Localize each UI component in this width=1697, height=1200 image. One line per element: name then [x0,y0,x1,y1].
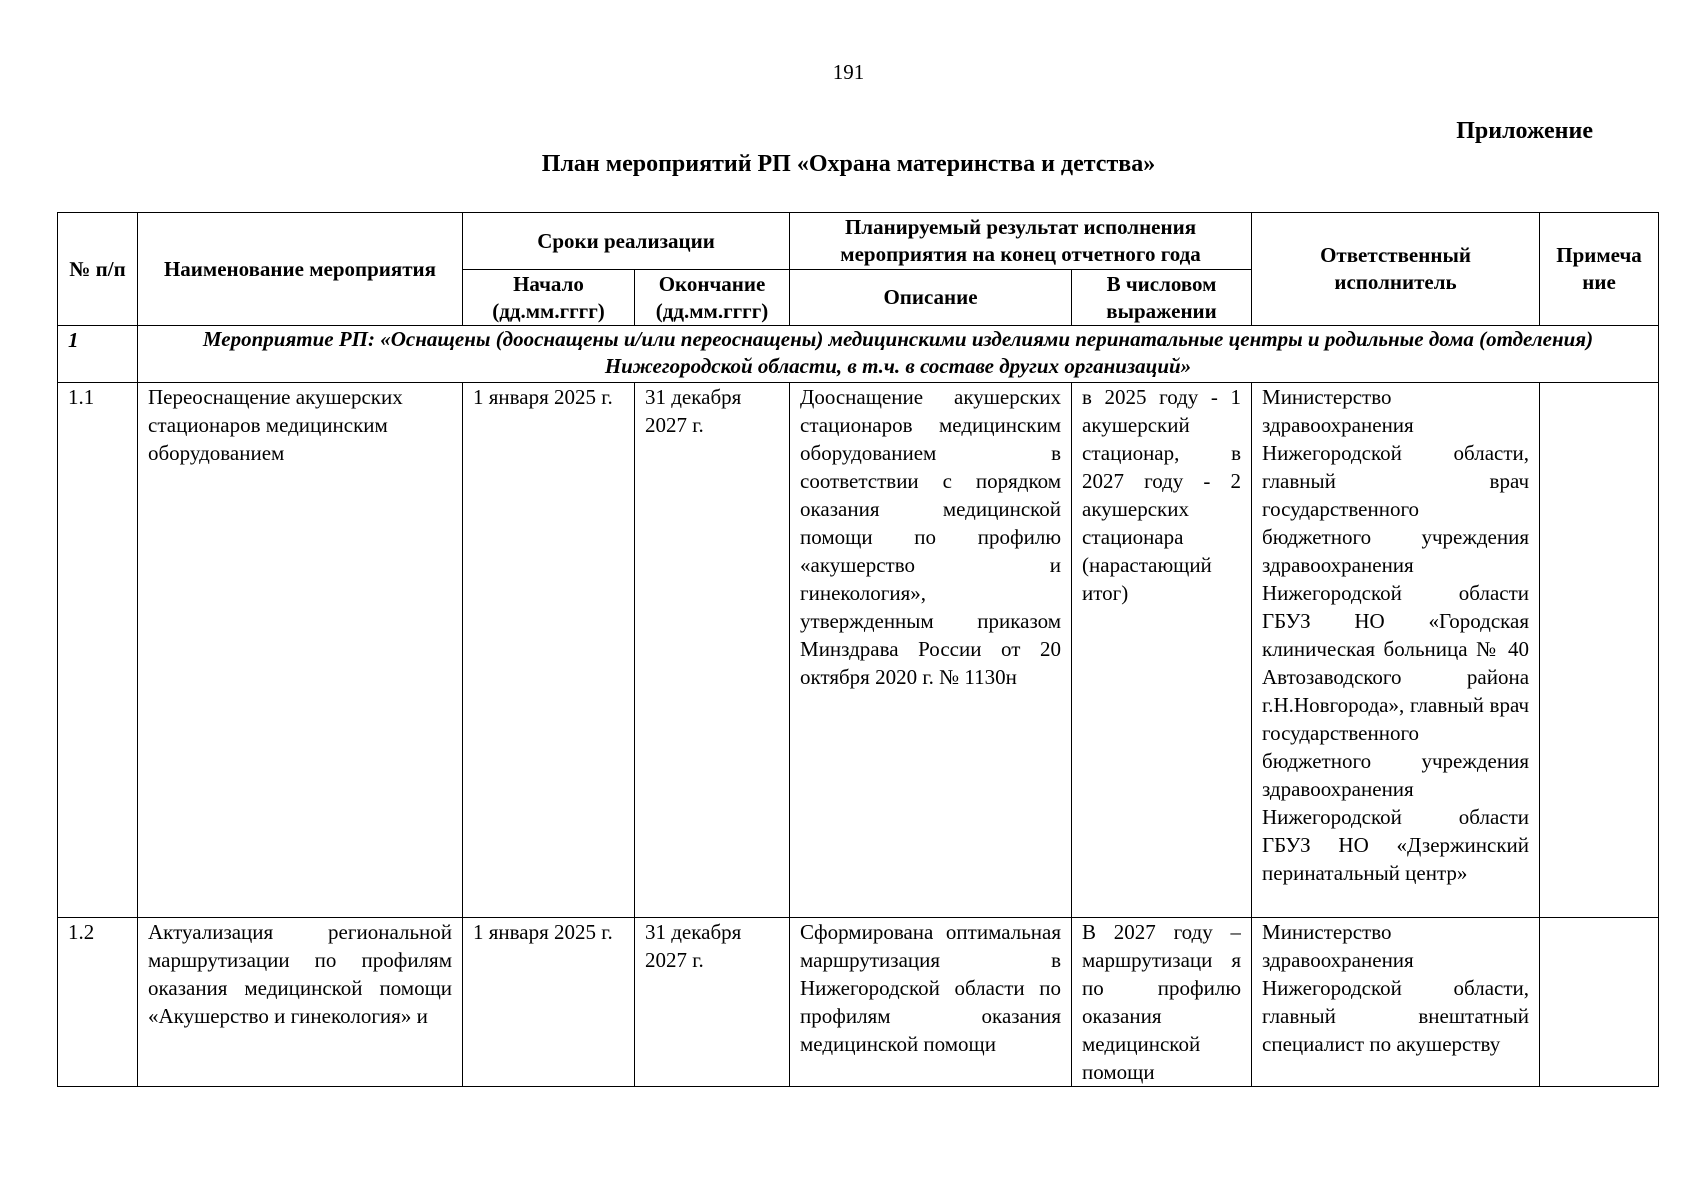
row-num: 1.1 [58,383,138,918]
table-row [58,918,1659,1087]
document-title: План мероприятий РП «Охрана материнства и детства» [541,151,1156,177]
row-note [1540,918,1659,1087]
page-number: 191 [832,60,865,84]
section-num: 1 [58,326,138,383]
row-name: Актуализация региональной маршрутизации по профилям оказания медицинской помощи «Акушерство и гинекология» и [138,918,463,1087]
row-description: Сформирована оптимальная маршрутизация в Нижегородской области по профилям оказания медицинской помощи [790,918,1072,1087]
row-note [1540,383,1659,918]
header-numeric: В числовом выражении [1072,270,1252,326]
header-row-1 [58,213,1659,270]
row-numeric: в 2025 году - 1 акушерский стационар, в 2027 году - 2 акушерских стационара (нарастающий итог) [1072,383,1252,918]
row-num: 1.2 [58,918,138,1087]
row-end: 31 декабря 2027 г. [635,918,790,1087]
section-row [58,326,1659,383]
appendix-label: Приложение [1456,118,1593,144]
header-note: Примеча ние [1540,213,1659,326]
row-start: 1 января 2025 г. [463,918,635,1087]
row-numeric: В 2027 году – маршрутизаци я по профилю оказания медицинской помощи [1072,918,1252,1087]
header-result: Планируемый результат исполнения мероприятия на конец отчетного года [790,213,1252,270]
row-responsible: Министерство здравоохранения Нижегородской области, главный врач государственного бюджетного учреждения здравоохранения Нижегородской области ГБУЗ НО «Городская клиническая больница № 40 Автозаводского района г.Н.Новгорода», главный врач государственного бюджетного учреждения здравоохранения Нижегородской области ГБУЗ НО «Дзержинский перинатальный центр» [1252,383,1540,918]
table-row [58,383,1659,918]
header-num: № п/п [58,213,138,326]
header-start: Начало (дд.мм.гггг) [463,270,635,326]
row-responsible: Министерство здравоохранения Нижегородской области, главный внештатный специалист по акушерству [1252,918,1540,1087]
row-description: Дооснащение акушерских стационаров медицинским оборудованием в соответствии с порядком оказания медицинской помощи по профилю «акушерство и гинекология», утвержденным приказом Минздрава России от 20 октября 2020 г. № 1130н [790,383,1072,918]
row-name: Переоснащение акушерских стационаров медицинским оборудованием [138,383,463,918]
section-title: Мероприятие РП: «Оснащены (дооснащены и/или переоснащены) медицинскими изделиями перинатальные центры и родильные дома (отделения) Нижегородской области, в т.ч. в составе других организаций» [138,326,1659,383]
header-name: Наименование мероприятия [138,213,463,326]
header-end: Окончание (дд.мм.гггг) [635,270,790,326]
header-responsible: Ответственный исполнитель [1252,213,1540,326]
header-terms: Сроки реализации [463,213,790,270]
plan-table [57,212,1659,1087]
row-start: 1 января 2025 г. [463,383,635,918]
row-end: 31 декабря 2027 г. [635,383,790,918]
header-description: Описание [790,270,1072,326]
